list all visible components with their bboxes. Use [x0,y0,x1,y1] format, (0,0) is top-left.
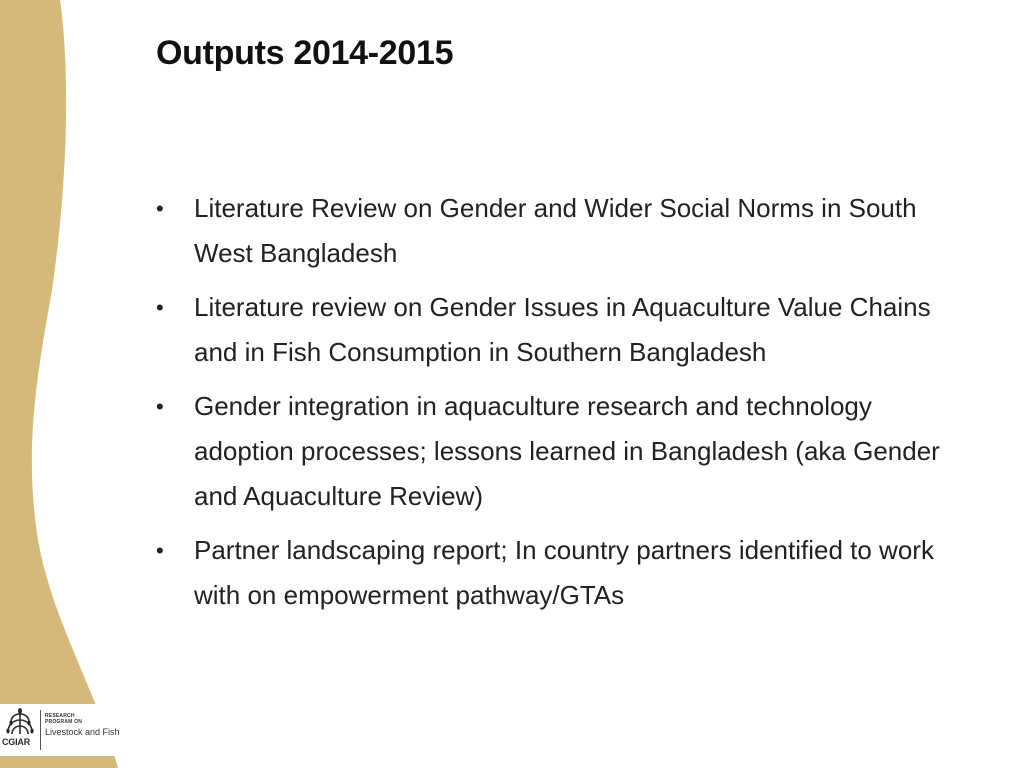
bullet-item [156,528,976,618]
bullet-text: Partner landscaping report; In country partners identified to work with on empowerment pathway/GTAs [194,535,934,610]
bullet-item [156,285,976,375]
bullet-text: Gender integration in aquaculture research and technology adoption processes; lessons learned in Bangladesh (aka Gender and Aquaculture Review) [194,391,940,511]
bullet-text: Literature review on Gender Issues in Aquaculture Value Chains and in Fish Consumption in Southern Bangladesh [194,292,946,367]
bullet-marker: • [156,295,164,320]
logo-program-text [45,713,120,738]
logo-program-name: Livestock and Fish [45,727,120,737]
bullet-item [156,186,976,276]
bullet-marker: • [156,394,164,419]
bullet-list [156,186,976,627]
slide-title: Outputs 2014-2015 [156,34,454,72]
logo-divider [40,710,41,750]
program-logo [0,704,124,756]
logo-program-line1: RESEARCH [45,713,75,719]
logo-program-line2: PROGRAM ON [45,719,82,725]
bullet-marker: • [156,196,164,221]
bullet-item [156,384,976,519]
cgiar-wordmark: CGIAR [2,737,30,747]
bullet-marker: • [156,538,164,563]
bullet-text: Literature Review on Gender and Wider Social Norms in South West Bangladesh [194,193,917,268]
